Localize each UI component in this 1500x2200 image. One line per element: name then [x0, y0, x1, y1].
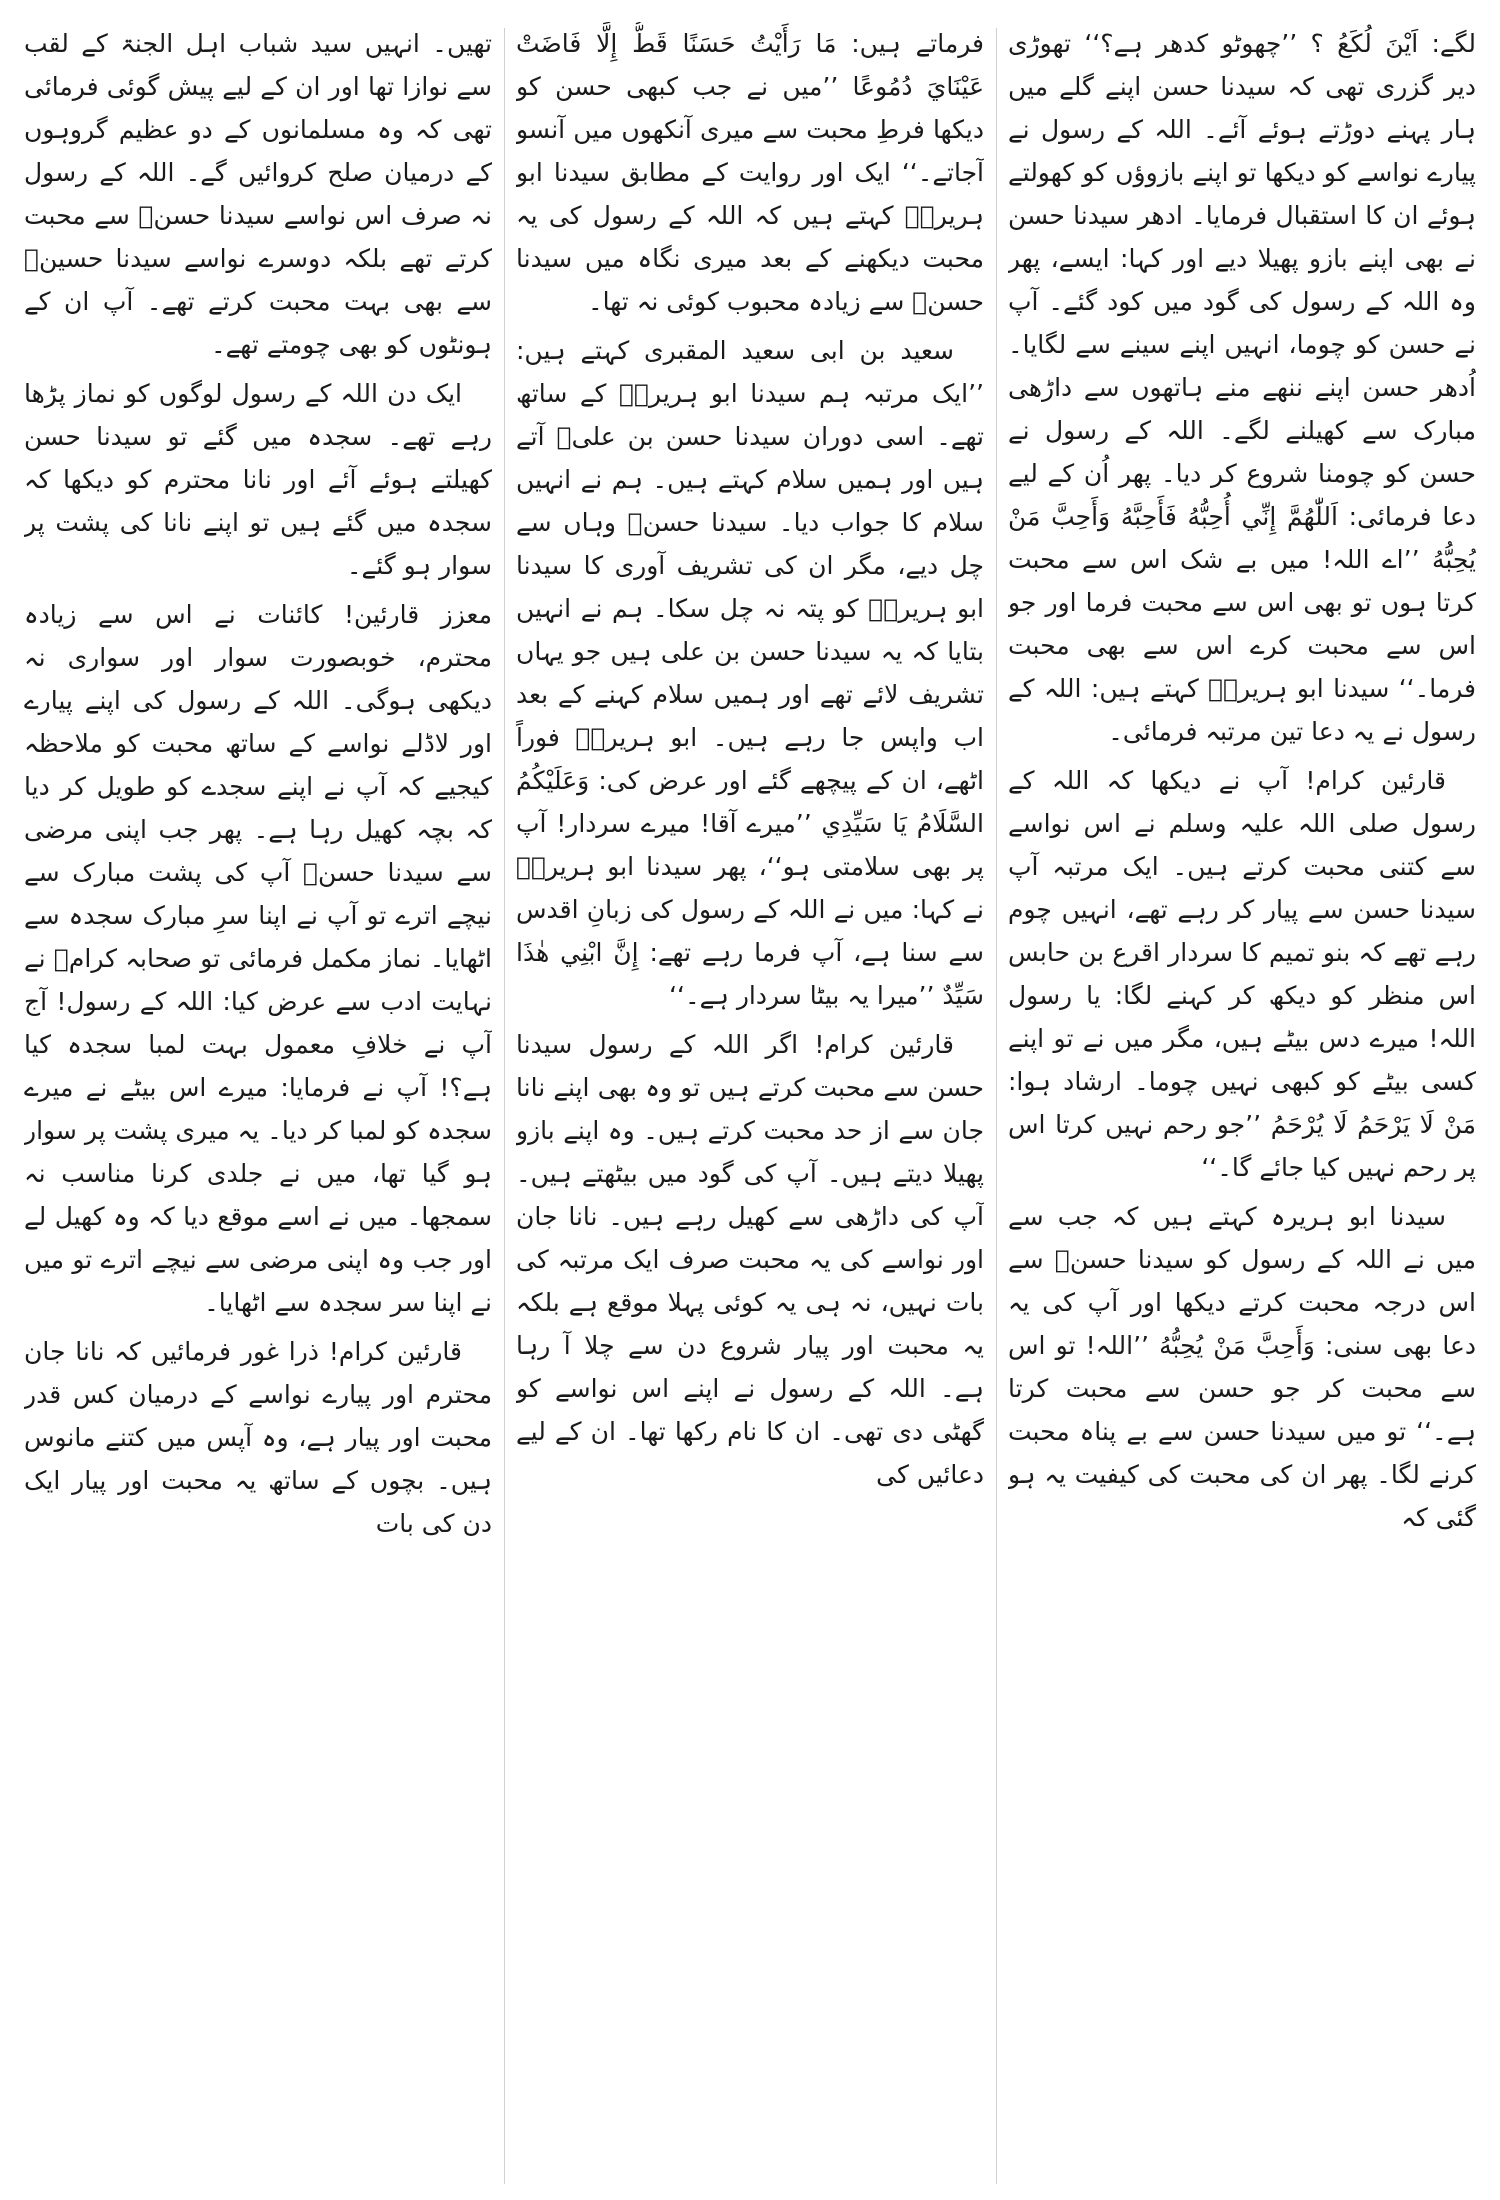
paragraph: لگے: اَیْنَ لُکَعُ ؟ ’’چھوٹو کدھر ہے؟‘‘ تھوڑی دیر گزری تھی کہ سیدنا حسن اپنے گلے میں ہار پہنے دوڑتے ہوئے آئے۔ اللہ کے رسول نے پیارے نواسے کو دیکھا تو اپنے بازوؤں کو کھولتے ہوئے ان کا استقبال فرمایا۔ ادھر سیدنا حسن نے بھی اپنے بازو پھیلا دیے اور کہا: ایسے، پھر وہ اللہ کے رسول کی گود میں کود گئے۔ آپ نے حسن کو چوما، انہیں اپنے سینے سے لگایا۔ اُدھر حسن اپنے ننھے منے ہاتھوں سے داڑھی مبارک سے کھیلنے لگے۔ اللہ کے رسول نے حسن کو چومنا شروع کر دیا۔ پھر اُن کے لیے دعا فرمائی: اَللّٰھُمَّ إِنِّي أُحِبُّهُ فَأَحِبَّهُ وَأَحِبَّ مَنْ يُحِبُّهُ ’’اے اللہ! میں بے شک اس سے محبت کرتا ہوں تو بھی اس سے محبت فرما اور جو اس سے محبت کرے اس سے بھی محبت فرما۔‘‘ سیدنا ابو ہریرہؓ کہتے ہیں: اللہ کے رسول نے یہ دعا تین مرتبہ فرمائی۔: [1008, 29, 1476, 746]
paragraph: قارئین کرام! اگر اللہ کے رسول سیدنا حسن سے محبت کرتے ہیں تو وہ بھی اپنے نانا جان سے از حد محبت کرتے ہیں۔ وہ اپنے بازو پھیلا دیتے ہیں۔ آپ کی گود میں بیٹھتے ہیں۔ آپ کی داڑھی سے کھیل رہے ہیں۔ نانا جان اور نواسے کی یہ محبت صرف ایک مرتبہ کی بات نہیں، نہ ہی یہ کوئی پہلا موقع ہے بلکہ یہ محبت اور پیار شروع دن سے چلا آ رہا ہے۔ اللہ کے رسول نے اپنے اس نواسے کو گھٹی دی تھی۔ ان کا نام رکھا تھا۔ ان کے لیے دعائیں کی: [516, 1030, 984, 1489]
paragraph: سعید بن ابی سعید المقبری کہتے ہیں: ’’ایک مرتبہ ہم سیدنا ابو ہریرہؓ کے ساتھ تھے۔ اسی دوران سیدنا حسن بن علیؓ آتے ہیں اور ہمیں سلام کہتے ہیں۔ ہم نے انہیں سلام کا جواب دیا۔ سیدنا حسنؓ وہاں سے چل دیے، مگر ان کی تشریف آوری کا سیدنا ابو ہریرہؓ کو پتہ نہ چل سکا۔ ہم نے انہیں بتایا کہ یہ سیدنا حسن بن علی ہیں جو یہاں تشریف لائے تھے اور ہمیں سلام کہنے کے بعد اب واپس جا رہے ہیں۔ ابو ہریرہؓ فوراً اٹھے، ان کے پیچھے گئے اور عرض کی: وَعَلَيْكُمُ السَّلَامُ يَا سَيِّدِي ’’میرے آقا! میرے سردار! آپ پر بھی سلامتی ہو‘‘، پھر سیدنا ابو ہریرہؓ نے کہا: میں نے اللہ کے رسول کی زبانِ اقدس سے سنا ہے، آپ فرما رہے تھے: إِنَّ ابْنِي هٰذَا سَيِّدٌ ’’میرا یہ بیٹا سردار ہے۔‘‘: [516, 336, 984, 1010]
column-divider: [504, 28, 505, 2184]
paragraph: قارئین کرام! آپ نے دیکھا کہ اللہ کے رسول صلی اللہ علیہ وسلم نے اس نواسے سے کتنی محبت کرتے ہیں۔ ایک مرتبہ آپ سیدنا حسن سے پیار کر رہے تھے، انہیں چوم رہے تھے کہ بنو تمیم کا سردار اقرع بن حابس اس منظر کو دیکھ کر کہنے لگا: یا رسول اللہ! میرے دس بیٹے ہیں، مگر میں نے تو اپنے کسی بیٹے کو کبھی نہیں چوما۔ ارشاد ہوا: مَنْ لَا يَرْحَمُ لَا يُرْحَمُ ’’جو رحم نہیں کرتا اس پر رحم نہیں کیا جائے گا۔‘‘: [1008, 766, 1476, 1182]
paragraph: فرماتے ہیں: مَا رَأَيْتُ حَسَنًا قَطُّ إِلَّا فَاضَتْ عَيْنَايَ دُمُوعًا ’’میں نے جب کبھی حسن کو دیکھا فرطِ محبت سے میری آنکھوں میں آنسو آجاتے۔‘‘ ایک اور روایت کے مطابق سیدنا ابو ہریرہؓ کہتے ہیں کہ اللہ کے رسول کی یہ محبت دیکھنے کے بعد میری نگاہ میں سیدنا حسنؓ سے زیادہ محبوب کوئی نہ تھا۔: [516, 29, 984, 316]
column-right: [1008, 22, 1476, 2190]
paragraph: قارئین کرام! ذرا غور فرمائیں کہ نانا جان محترم اور پیارے نواسے کے درمیان کس قدر محبت اور پیار ہے، وہ آپس میں کتنے مانوس ہیں۔ بچوں کے ساتھ یہ محبت اور پیار ایک دن کی بات: [24, 1337, 492, 1538]
article-columns: [24, 22, 1476, 2190]
paragraph: معزز قارئین! کائنات نے اس سے زیادہ محترم، خوبصورت سوار اور سواری نہ دیکھی ہوگی۔ اللہ کے رسول کی اپنے پیارے اور لاڈلے نواسے کے ساتھ محبت کو ملاحظہ کیجیے کہ آپ نے اپنے سجدے کو طویل کر دیا کہ بچہ کھیل رہا ہے۔ پھر جب اپنی مرضی سے سیدنا حسنؓ آپ کی پشت مبارک سے نیچے اترے تو آپ نے اپنا سرِ مبارک سجدہ سے اٹھایا۔ نماز مکمل فرمائی تو صحابہ کرامؓ نے نہایت ادب سے عرض کیا: اللہ کے رسول! آج آپ نے خلافِ معمول بہت لمبا سجدہ کیا ہے؟! آپ نے فرمایا: میرے اس بیٹے نے میرے سجدہ کو لمبا کر دیا۔ یہ میری پشت پر سوار ہو گیا تھا، میں نے جلدی کرنا مناسب نہ سمجھا۔ میں نے اسے موقع دیا کہ وہ کھیل لے اور جب وہ اپنی مرضی سے نیچے اترے تو میں نے اپنا سر سجدہ سے اٹھایا۔: [24, 600, 492, 1317]
paragraph: ایک دن اللہ کے رسول لوگوں کو نماز پڑھا رہے تھے۔ سجدہ میں گئے تو سیدنا حسن کھیلتے ہوئے آئے اور نانا محترم کو دیکھا کہ سجدہ میں گئے ہیں تو اپنے نانا کی پشت پر سوار ہو گئے۔: [24, 379, 492, 580]
column-left: [24, 22, 492, 2190]
paragraph: سیدنا ابو ہریرہ کہتے ہیں کہ جب سے میں نے اللہ کے رسول کو سیدنا حسنؓ سے اس درجہ محبت کرتے دیکھا اور آپ کی یہ دعا بھی سنی: وَأَحِبَّ مَنْ يُحِبُّهُ ’’اللہ! تو اس سے محبت کر جو حسن سے محبت کرتا ہے۔‘‘ تو میں سیدنا حسن سے بے پناہ محبت کرنے لگا۔ پھر ان کی محبت کی کیفیت یہ ہو گئی کہ: [1008, 1202, 1476, 1532]
paragraph: تھیں۔ انہیں سید شباب اہل الجنۃ کے لقب سے نوازا تھا اور ان کے لیے پیش گوئی فرمائی تھی کہ وہ مسلمانوں کے دو عظیم گروہوں کے درمیان صلح کروائیں گے۔ اللہ کے رسول نہ صرف اس نواسے سیدنا حسنؓ سے محبت کرتے تھے بلکہ دوسرے نواسے سیدنا حسینؓ سے بھی بہت محبت کرتے تھے۔ آپ ان کے ہونٹوں کو بھی چومتے تھے۔: [24, 29, 492, 359]
column-middle: [516, 22, 984, 2190]
column-divider: [996, 28, 997, 2184]
